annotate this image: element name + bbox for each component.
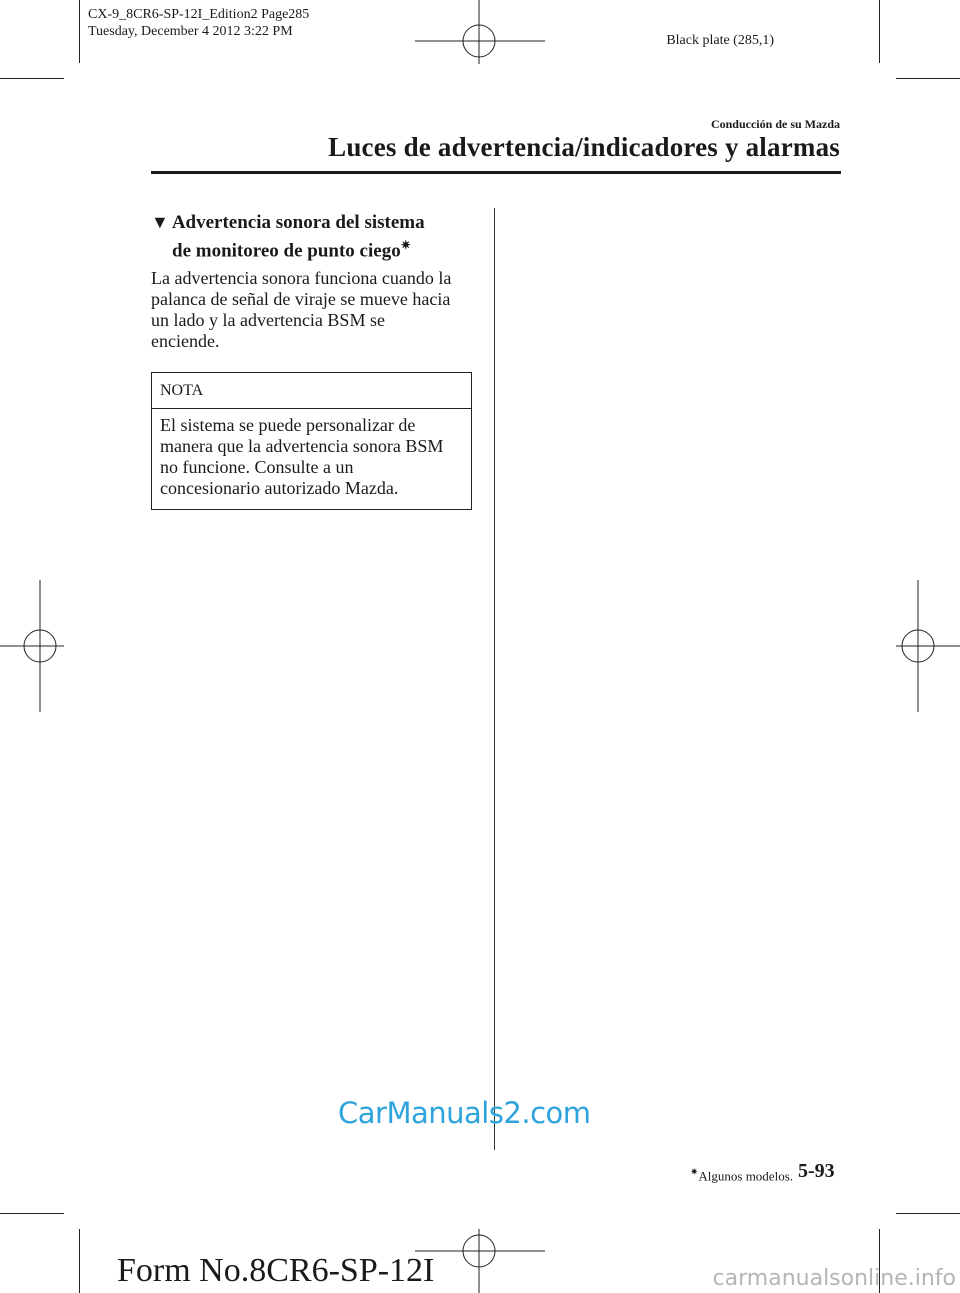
print-slug <box>88 6 309 40</box>
paragraph-line: enciende. <box>151 331 220 351</box>
section-label: Conducción de su Mazda <box>710 117 840 131</box>
heading-line-2: de monitoreo de punto ciego <box>172 240 401 262</box>
note-body <box>152 409 471 499</box>
registration-mark-left <box>0 580 64 712</box>
crop-mark <box>896 1213 960 1214</box>
title-rule <box>151 171 841 174</box>
note-label: NOTA <box>152 373 471 409</box>
slug-line-1: CX-9_8CR6-SP-12I_Edition2 Page285 <box>88 7 310 22</box>
registration-mark-bottom <box>415 1229 545 1293</box>
crop-mark <box>0 78 64 79</box>
site-watermark-link[interactable]: carmanualsonline.info <box>712 1266 956 1291</box>
page-title: Luces de advertencia/indicadores y alarmas <box>328 132 840 162</box>
registration-mark-right <box>896 580 960 712</box>
registration-mark-top <box>415 0 545 64</box>
footnote <box>690 1167 793 1184</box>
footnote-text: Algunos modelos. <box>698 1168 794 1184</box>
section-heading <box>151 211 471 262</box>
asterisk-icon: ✷ <box>400 238 411 252</box>
note-box <box>151 372 472 510</box>
note-line: concesionario autorizado Mazda. <box>160 478 399 498</box>
crop-mark <box>0 1213 64 1214</box>
paragraph-line: un lado y la advertencia BSM se <box>151 310 385 330</box>
note-line: no funcione. Consulte a un <box>160 457 354 477</box>
crop-mark <box>896 78 960 79</box>
note-line: El sistema se puede personalizar de <box>160 415 416 435</box>
crop-mark <box>79 1229 80 1293</box>
form-number: Form No.8CR6-SP-12I <box>117 1252 435 1289</box>
note-line: manera que la advertencia sonora BSM <box>160 436 444 456</box>
crop-mark <box>879 0 880 63</box>
crop-mark <box>79 0 80 63</box>
slug-line-2: Tuesday, December 4 2012 3:22 PM <box>88 24 293 39</box>
column-divider <box>494 208 495 1150</box>
paragraph-line: La advertencia sonora funciona cuando la <box>151 268 452 288</box>
paragraph-line: palanca de señal de viraje se mueve hacia <box>151 289 451 309</box>
page-number: 5-93 <box>798 1160 835 1182</box>
watermark-link[interactable]: CarManuals2.com <box>338 1096 591 1130</box>
heading-line-1: Advertencia sonora del sistema <box>171 212 425 233</box>
body-paragraph <box>151 268 473 352</box>
triangle-marker-icon: ▼ <box>151 212 169 232</box>
asterisk-icon: ✷ <box>690 1167 699 1178</box>
plate-label: Black plate (285,1) <box>666 33 774 48</box>
